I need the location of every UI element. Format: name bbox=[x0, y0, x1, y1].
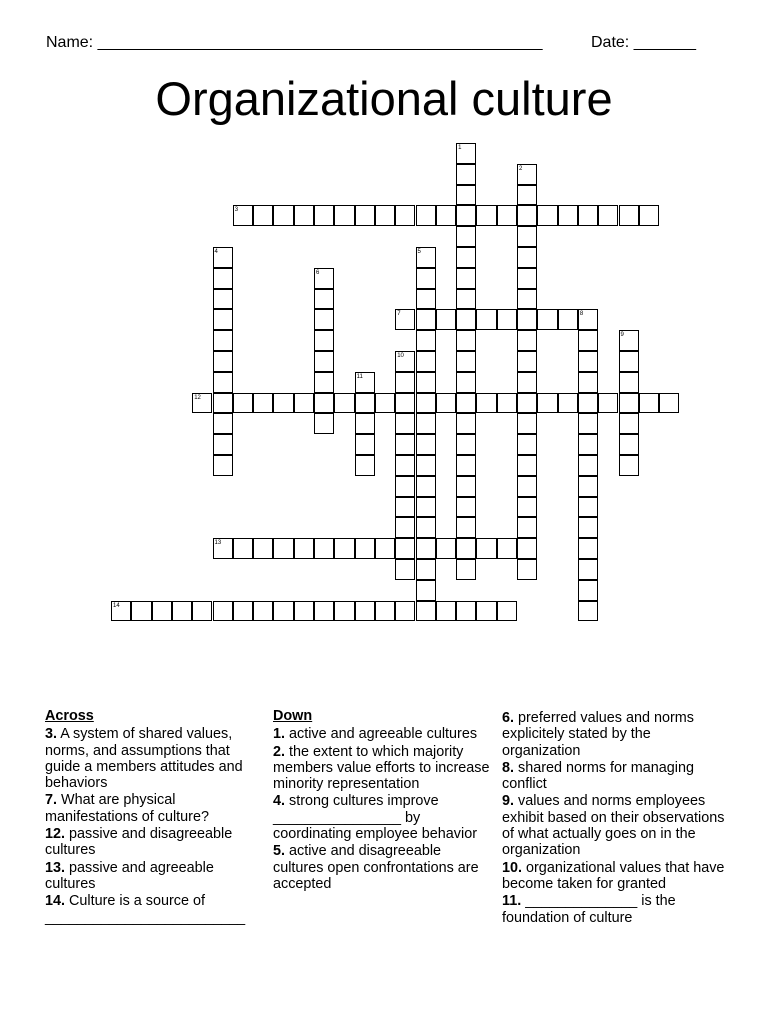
grid-cell[interactable] bbox=[456, 351, 476, 372]
grid-cell[interactable] bbox=[395, 517, 415, 538]
grid-cell[interactable] bbox=[578, 330, 598, 351]
cell-number: 12 bbox=[194, 394, 201, 401]
clue-down-2 bbox=[273, 744, 495, 793]
clue-text: preferred values and norms explicitely stated by the organization bbox=[502, 710, 694, 759]
grid-cell[interactable] bbox=[233, 205, 253, 226]
grid-cell[interactable] bbox=[314, 205, 334, 226]
grid-cell[interactable] bbox=[456, 205, 476, 226]
grid-cell[interactable] bbox=[375, 538, 395, 559]
cell-number: 7 bbox=[397, 311, 401, 318]
grid-cell[interactable] bbox=[273, 538, 293, 559]
grid-cell[interactable] bbox=[213, 538, 233, 559]
clue-down-11 bbox=[502, 893, 728, 926]
grid-cell[interactable] bbox=[558, 393, 578, 414]
grid-cell[interactable] bbox=[314, 393, 334, 414]
grid-cell[interactable] bbox=[253, 538, 273, 559]
grid-cell[interactable] bbox=[416, 289, 436, 310]
grid-cell[interactable] bbox=[476, 309, 496, 330]
grid-cell[interactable] bbox=[416, 559, 436, 580]
grid-cell[interactable] bbox=[355, 455, 375, 476]
grid-cell[interactable] bbox=[517, 205, 537, 226]
cell-number: 4 bbox=[214, 249, 218, 255]
grid-cell[interactable] bbox=[517, 393, 537, 414]
grid-cell[interactable] bbox=[578, 601, 598, 622]
clue-text: passive and disagreeable cultures bbox=[45, 826, 233, 859]
clue-number: 2. bbox=[273, 743, 286, 760]
grid-cell[interactable] bbox=[497, 205, 517, 226]
clue-number: 8. bbox=[502, 759, 515, 776]
grid-cell[interactable] bbox=[213, 455, 233, 476]
grid-cell[interactable] bbox=[273, 601, 293, 622]
grid-cell[interactable] bbox=[497, 393, 517, 414]
grid-cell[interactable] bbox=[456, 413, 476, 434]
grid-cell[interactable] bbox=[497, 538, 517, 559]
grid-cell[interactable] bbox=[395, 601, 415, 622]
grid-cell[interactable] bbox=[152, 601, 172, 622]
grid-cell[interactable] bbox=[416, 268, 436, 289]
grid-cell[interactable] bbox=[395, 497, 415, 518]
grid-cell[interactable] bbox=[314, 330, 334, 351]
clue-number: 10. bbox=[502, 859, 523, 876]
cell-number: 9 bbox=[620, 332, 624, 339]
grid-cell[interactable] bbox=[436, 601, 456, 622]
grid-cell[interactable] bbox=[456, 185, 476, 206]
grid-cell[interactable] bbox=[192, 393, 212, 414]
grid-cell[interactable] bbox=[476, 205, 496, 226]
grid-cell[interactable] bbox=[375, 205, 395, 226]
grid-cell[interactable] bbox=[456, 226, 476, 247]
grid-cell[interactable] bbox=[578, 580, 598, 601]
grid-cell[interactable] bbox=[294, 601, 314, 622]
clue-number: 4. bbox=[273, 793, 286, 810]
clues-down-column bbox=[273, 708, 495, 893]
grid-cell[interactable] bbox=[355, 393, 375, 414]
grid-cell[interactable] bbox=[416, 538, 436, 559]
grid-cell[interactable] bbox=[517, 517, 537, 538]
grid-cell[interactable] bbox=[517, 455, 537, 476]
grid-cell[interactable] bbox=[436, 309, 456, 330]
grid-cell[interactable] bbox=[456, 601, 476, 622]
grid-cell[interactable] bbox=[273, 393, 293, 414]
grid-cell[interactable] bbox=[558, 309, 578, 330]
grid-cell[interactable] bbox=[355, 413, 375, 434]
grid-cell[interactable] bbox=[294, 393, 314, 414]
grid-cell[interactable] bbox=[395, 413, 415, 434]
grid-cell[interactable] bbox=[456, 247, 476, 268]
grid-cell[interactable] bbox=[517, 164, 537, 185]
grid-cell[interactable] bbox=[537, 393, 557, 414]
grid-cell[interactable] bbox=[456, 372, 476, 393]
grid-cell[interactable] bbox=[558, 205, 578, 226]
grid-cell[interactable] bbox=[416, 455, 436, 476]
grid-cell[interactable] bbox=[476, 601, 496, 622]
grid-cell[interactable] bbox=[456, 538, 476, 559]
down-heading: Down bbox=[273, 708, 313, 724]
grid-cell[interactable] bbox=[334, 538, 354, 559]
cell-number: 14 bbox=[113, 602, 120, 609]
grid-cell[interactable] bbox=[416, 434, 436, 455]
grid-cell[interactable] bbox=[395, 476, 415, 497]
grid-cell[interactable] bbox=[537, 205, 557, 226]
grid-cell[interactable] bbox=[436, 393, 456, 414]
clue-across-12 bbox=[45, 826, 260, 859]
grid-cell[interactable] bbox=[355, 601, 375, 622]
clue-number: 3. bbox=[45, 726, 58, 743]
grid-cell[interactable] bbox=[639, 393, 659, 414]
grid-cell[interactable] bbox=[598, 393, 618, 414]
grid-cell[interactable] bbox=[578, 205, 598, 226]
clue-number: 6. bbox=[502, 710, 515, 726]
name-blank[interactable]: __________________________________________________ bbox=[97, 34, 543, 51]
grid-cell[interactable] bbox=[517, 538, 537, 559]
clue-down-4 bbox=[273, 793, 495, 842]
grid-cell[interactable] bbox=[334, 601, 354, 622]
grid-cell[interactable] bbox=[253, 601, 273, 622]
grid-cell[interactable] bbox=[497, 309, 517, 330]
clue-number: 13. bbox=[45, 859, 66, 876]
grid-cell[interactable] bbox=[578, 559, 598, 580]
grid-cell[interactable] bbox=[456, 393, 476, 414]
grid-cell[interactable] bbox=[375, 601, 395, 622]
grid-cell[interactable] bbox=[578, 476, 598, 497]
grid-cell[interactable] bbox=[537, 309, 557, 330]
grid-cell[interactable] bbox=[619, 413, 639, 434]
clue-number: 1. bbox=[273, 726, 286, 743]
grid-cell[interactable] bbox=[619, 351, 639, 372]
clue-text: active and agreeable cultures bbox=[289, 726, 478, 743]
grid-cell[interactable] bbox=[416, 247, 436, 268]
grid-cell[interactable] bbox=[314, 289, 334, 310]
clue-number: 11. bbox=[502, 893, 522, 910]
grid-cell[interactable] bbox=[213, 289, 233, 310]
grid-cell[interactable] bbox=[334, 205, 354, 226]
grid-cell[interactable] bbox=[416, 309, 436, 330]
clue-text: strong cultures improve ________________ by coordinating employee behavior bbox=[273, 793, 477, 843]
grid-cell[interactable] bbox=[416, 476, 436, 497]
grid-cell[interactable] bbox=[416, 517, 436, 538]
clue-number: 12. bbox=[45, 826, 66, 843]
clue-text: What are physical manifestations of culture? bbox=[45, 792, 209, 825]
grid-cell[interactable] bbox=[416, 351, 436, 372]
grid-cell[interactable] bbox=[517, 413, 537, 434]
grid-cell[interactable] bbox=[456, 497, 476, 518]
grid-cell[interactable] bbox=[619, 205, 639, 226]
grid-cell[interactable] bbox=[578, 434, 598, 455]
clue-down-1 bbox=[273, 726, 495, 742]
grid-cell[interactable] bbox=[416, 580, 436, 601]
grid-cell[interactable] bbox=[395, 309, 415, 330]
grid-cell[interactable] bbox=[517, 497, 537, 518]
cell-number: 6 bbox=[316, 269, 320, 276]
clue-number: 7. bbox=[45, 792, 58, 809]
date-blank[interactable]: _______ bbox=[633, 34, 696, 51]
grid-cell[interactable] bbox=[395, 393, 415, 414]
grid-cell[interactable] bbox=[619, 434, 639, 455]
grid-cell[interactable] bbox=[416, 393, 436, 414]
grid-cell[interactable] bbox=[436, 538, 456, 559]
clue-down-10 bbox=[502, 860, 728, 893]
grid-cell[interactable] bbox=[395, 434, 415, 455]
clue-down-5 bbox=[273, 843, 495, 892]
grid-cell[interactable] bbox=[192, 601, 212, 622]
clue-across-7 bbox=[45, 792, 260, 825]
grid-cell[interactable] bbox=[395, 455, 415, 476]
grid-cell[interactable] bbox=[517, 309, 537, 330]
grid-cell[interactable] bbox=[578, 497, 598, 518]
grid-cell[interactable] bbox=[456, 476, 476, 497]
grid-cell[interactable] bbox=[639, 205, 659, 226]
grid-cell[interactable] bbox=[578, 413, 598, 434]
grid-cell[interactable] bbox=[456, 559, 476, 580]
grid-cell[interactable] bbox=[213, 247, 233, 268]
clue-text: Culture is a source of _________________________ bbox=[45, 893, 246, 926]
grid-cell[interactable] bbox=[517, 268, 537, 289]
grid-cell[interactable] bbox=[517, 330, 537, 351]
page-title: Organizational culture bbox=[155, 72, 613, 125]
grid-cell[interactable] bbox=[213, 601, 233, 622]
grid-cell[interactable] bbox=[416, 601, 436, 622]
across-heading: Across bbox=[45, 708, 94, 724]
grid-cell[interactable] bbox=[395, 559, 415, 580]
grid-cell[interactable] bbox=[213, 434, 233, 455]
clue-text: active and disagreeable cultures open confrontations are accepted bbox=[273, 843, 479, 892]
grid-cell[interactable] bbox=[456, 330, 476, 351]
grid-cell[interactable] bbox=[517, 185, 537, 206]
grid-cell[interactable] bbox=[355, 372, 375, 393]
grid-cell[interactable] bbox=[273, 205, 293, 226]
grid-cell[interactable] bbox=[314, 538, 334, 559]
grid-cell[interactable] bbox=[111, 601, 131, 622]
grid-cell[interactable] bbox=[213, 268, 233, 289]
grid-cell[interactable] bbox=[416, 497, 436, 518]
grid-cell[interactable] bbox=[456, 143, 476, 164]
clue-number: 5. bbox=[273, 843, 286, 860]
clue-down-9 bbox=[502, 793, 728, 858]
grid-cell[interactable] bbox=[517, 434, 537, 455]
cell-number: 3 bbox=[234, 207, 239, 214]
grid-cell[interactable] bbox=[456, 309, 476, 330]
grid-cell[interactable] bbox=[294, 538, 314, 559]
grid-cell[interactable] bbox=[456, 455, 476, 476]
grid-cell[interactable] bbox=[314, 268, 334, 289]
cell-number: 1 bbox=[458, 145, 462, 151]
name-label: Name: bbox=[46, 34, 94, 51]
date-label: Date: bbox=[591, 34, 630, 51]
grid-cell[interactable] bbox=[213, 393, 233, 414]
grid-cell[interactable] bbox=[334, 393, 354, 414]
grid-cell[interactable] bbox=[253, 393, 273, 414]
grid-cell[interactable] bbox=[233, 601, 253, 622]
grid-cell[interactable] bbox=[233, 393, 253, 414]
grid-cell[interactable] bbox=[659, 393, 679, 414]
grid-cell[interactable] bbox=[456, 164, 476, 185]
cell-number: 5 bbox=[417, 249, 421, 255]
grid-cell[interactable] bbox=[416, 413, 436, 434]
grid-cell[interactable] bbox=[314, 413, 334, 434]
grid-cell[interactable] bbox=[476, 393, 496, 414]
clue-across-13 bbox=[45, 860, 260, 893]
grid-cell[interactable] bbox=[395, 351, 415, 372]
grid-cell[interactable] bbox=[578, 309, 598, 330]
grid-cell[interactable] bbox=[517, 226, 537, 247]
grid-cell[interactable] bbox=[416, 330, 436, 351]
grid-cell[interactable] bbox=[619, 455, 639, 476]
grid-cell[interactable] bbox=[213, 372, 233, 393]
cell-number: 8 bbox=[579, 311, 584, 318]
grid-cell[interactable] bbox=[131, 601, 151, 622]
grid-cell[interactable] bbox=[213, 351, 233, 372]
grid-cell[interactable] bbox=[355, 434, 375, 455]
grid-cell[interactable] bbox=[253, 205, 273, 226]
grid-cell[interactable] bbox=[456, 268, 476, 289]
cell-number: 2 bbox=[519, 165, 523, 172]
grid-cell[interactable] bbox=[314, 309, 334, 330]
cell-number: 11 bbox=[356, 373, 363, 380]
clue-text: passive and agreeable cultures bbox=[45, 859, 214, 892]
grid-cell[interactable] bbox=[395, 538, 415, 559]
grid-cell[interactable] bbox=[436, 205, 456, 226]
clue-text: ______________ is the foundation of culture bbox=[502, 893, 676, 926]
clue-number: 14. bbox=[45, 893, 66, 910]
grid-cell[interactable] bbox=[213, 309, 233, 330]
grid-cell[interactable] bbox=[578, 372, 598, 393]
grid-cell[interactable] bbox=[517, 289, 537, 310]
grid-cell[interactable] bbox=[314, 372, 334, 393]
grid-cell[interactable] bbox=[213, 413, 233, 434]
grid-cell[interactable] bbox=[314, 601, 334, 622]
grid-cell[interactable] bbox=[294, 205, 314, 226]
clue-text: shared norms for managing conflict bbox=[502, 759, 694, 793]
grid-cell[interactable] bbox=[456, 517, 476, 538]
grid-cell[interactable] bbox=[314, 351, 334, 372]
clues-down-column-continued bbox=[502, 710, 728, 927]
grid-cell[interactable] bbox=[578, 455, 598, 476]
grid-cell[interactable] bbox=[619, 330, 639, 351]
grid-cell[interactable] bbox=[517, 247, 537, 268]
grid-cell[interactable] bbox=[619, 372, 639, 393]
grid-cell[interactable] bbox=[578, 538, 598, 559]
grid-cell[interactable] bbox=[375, 393, 395, 414]
clue-text: values and norms employees exhibit based on their observations of what actually goes on in the organization bbox=[502, 793, 725, 859]
grid-cell[interactable] bbox=[395, 205, 415, 226]
clue-number: 9. bbox=[502, 793, 515, 810]
grid-cell[interactable] bbox=[517, 559, 537, 580]
grid-cell[interactable] bbox=[578, 393, 598, 414]
grid-cell[interactable] bbox=[456, 434, 476, 455]
grid-cell[interactable] bbox=[517, 372, 537, 393]
grid-cell[interactable] bbox=[416, 372, 436, 393]
clues-across-column bbox=[45, 708, 260, 927]
grid-cell[interactable] bbox=[172, 601, 192, 622]
grid-cell[interactable] bbox=[517, 351, 537, 372]
grid-cell[interactable] bbox=[497, 601, 517, 622]
grid-cell[interactable] bbox=[395, 372, 415, 393]
grid-cell[interactable] bbox=[456, 289, 476, 310]
cell-number: 13 bbox=[214, 540, 222, 547]
clue-text: organizational values that have become taken for granted bbox=[502, 859, 725, 892]
cell-number: 10 bbox=[397, 353, 404, 359]
grid-cell[interactable] bbox=[578, 351, 598, 372]
grid-cell[interactable] bbox=[578, 517, 598, 538]
grid-cell[interactable] bbox=[355, 205, 375, 226]
grid-cell[interactable] bbox=[619, 393, 639, 414]
clue-down-8 bbox=[502, 760, 728, 793]
clue-down-6 bbox=[502, 710, 728, 759]
grid-cell[interactable] bbox=[598, 205, 618, 226]
clue-text: A system of shared values, norms, and assumptions that guide a members attitudes and behaviors bbox=[45, 726, 243, 792]
clue-across-14 bbox=[45, 893, 260, 926]
grid-cell[interactable] bbox=[517, 476, 537, 497]
grid-cell[interactable] bbox=[355, 538, 375, 559]
grid-cell[interactable] bbox=[233, 538, 253, 559]
clue-across-3 bbox=[45, 726, 260, 791]
clue-text: the extent to which majority members value efforts to increase minority representation bbox=[273, 743, 490, 793]
grid-cell[interactable] bbox=[476, 538, 496, 559]
grid-cell[interactable] bbox=[213, 330, 233, 351]
grid-cell[interactable] bbox=[416, 205, 436, 226]
